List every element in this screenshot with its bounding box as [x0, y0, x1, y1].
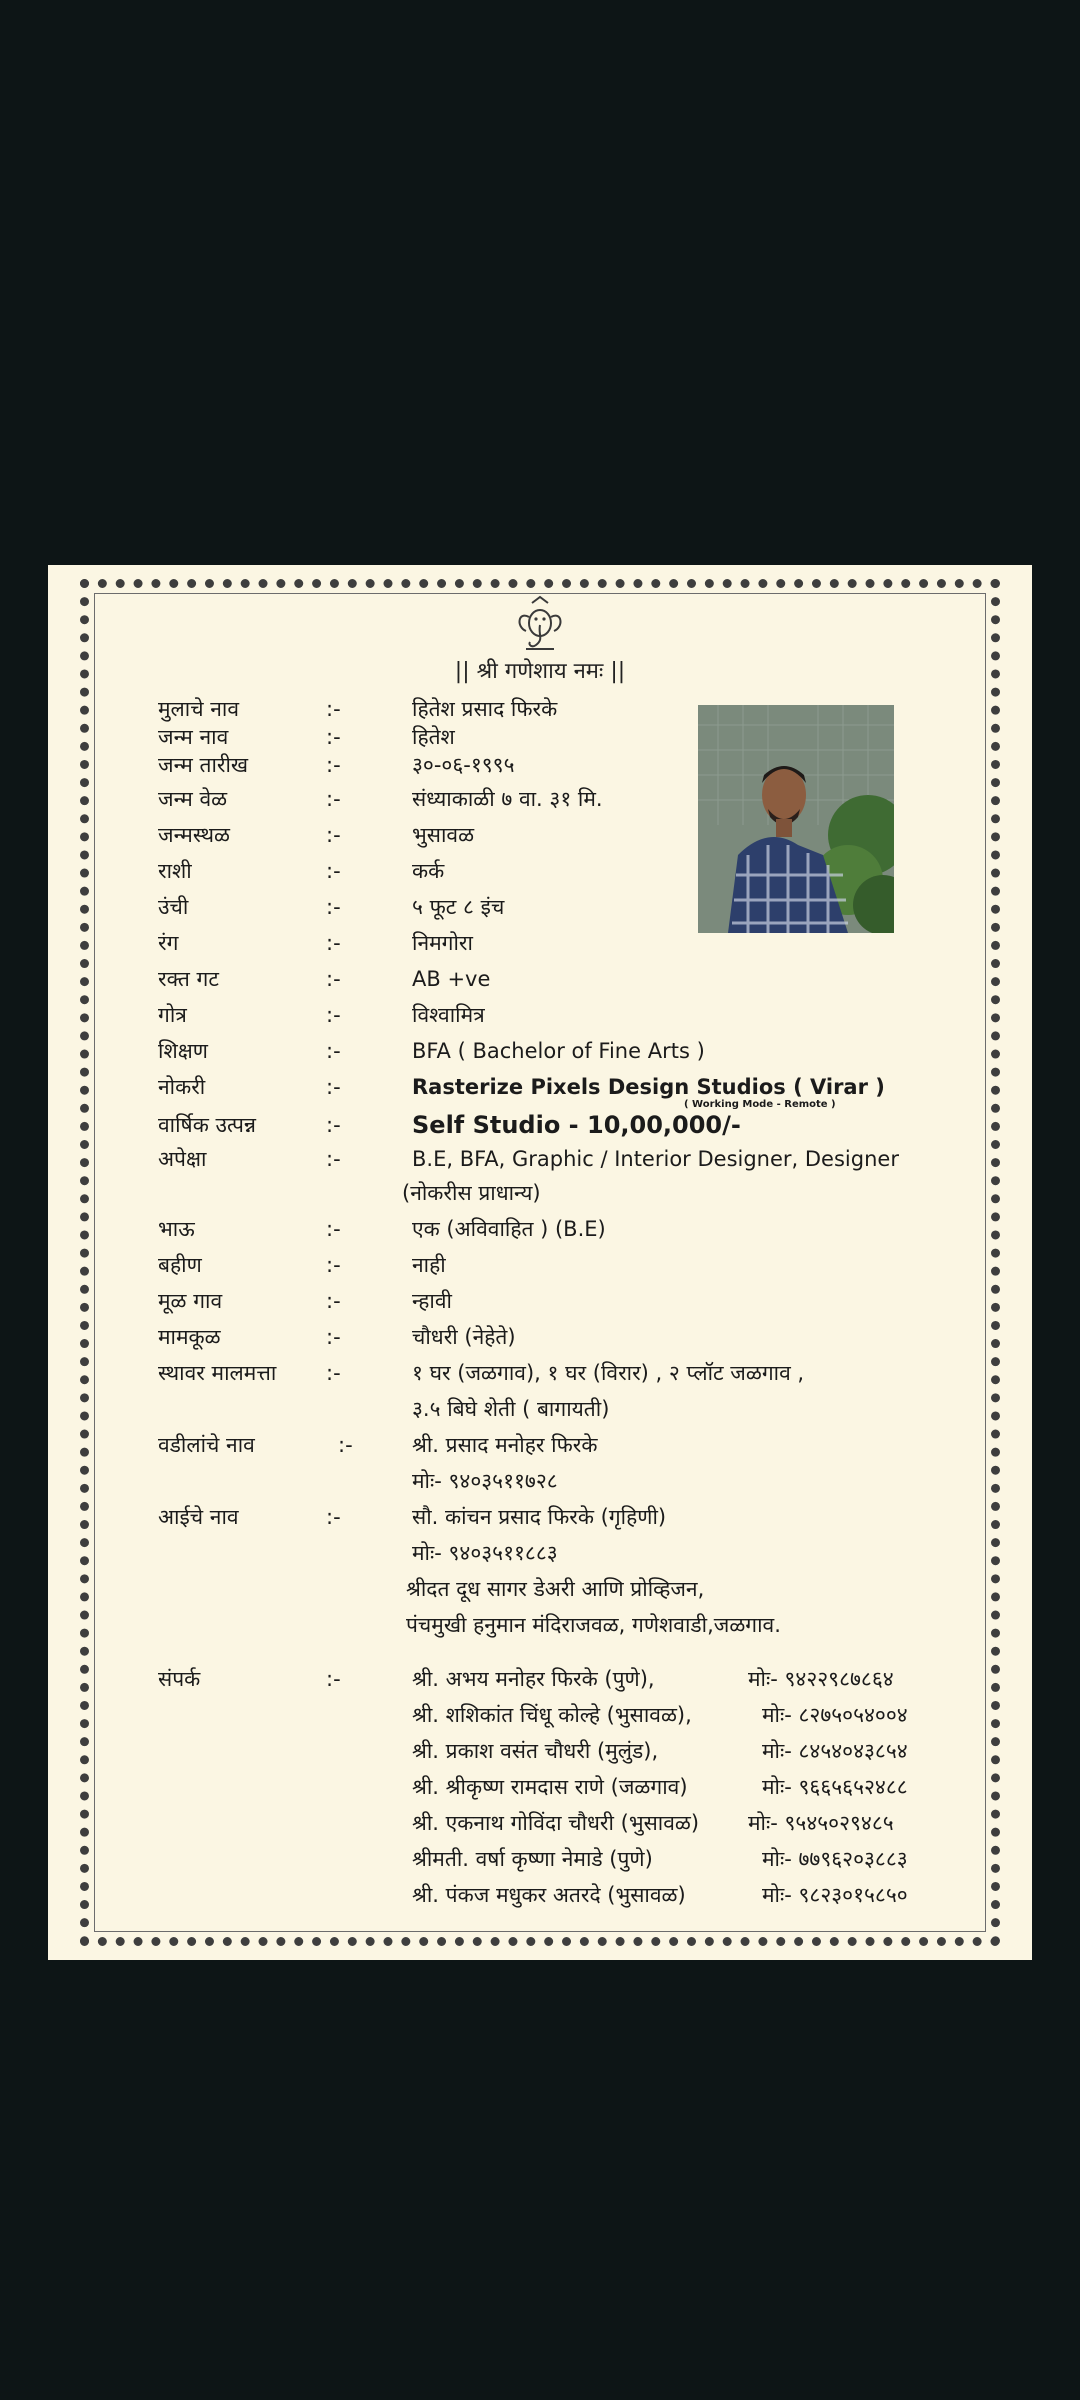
business-line-2: पंचमुखी हनुमान मंदिराजवळ, गणेशवाडी,जळगाव.	[406, 1613, 781, 1637]
field-separator: :-	[326, 895, 341, 919]
field-value: कर्क	[412, 859, 445, 883]
field-separator: :-	[326, 967, 341, 991]
field-separator: :-	[326, 1361, 341, 1385]
contact-mobile: मोः- ७७९६२०३८८३	[762, 1847, 908, 1871]
work-mode-note: ( Working Mode - Remote )	[684, 1099, 836, 1110]
field-value: BFA ( Bachelor of Fine Arts )	[412, 1039, 705, 1063]
field-label: बहीण	[158, 1253, 202, 1277]
contact-mobile: मोः- ९५४५०२९४८५	[748, 1811, 894, 1835]
profile-photo	[698, 705, 894, 933]
contact-mobile: मोः- ९८२३०१५८५०	[762, 1883, 908, 1907]
contact-name: श्रीमती. वर्षा कृष्णा नेमाडे (पुणे)	[412, 1847, 653, 1871]
field-label: गोत्र	[158, 1003, 187, 1027]
field-value: B.E, BFA, Graphic / Interior Designer, Designer	[412, 1147, 899, 1171]
field-separator: :-	[326, 1325, 341, 1349]
field-label: जन्म तारीख	[158, 753, 249, 777]
field-separator: :-	[326, 1667, 341, 1691]
field-label: जन्मस्थळ	[158, 823, 230, 847]
field-separator: :-	[326, 1253, 341, 1277]
field-value: श्री. प्रसाद मनोहर फिरके	[412, 1433, 598, 1457]
field-label: उंची	[158, 895, 189, 919]
contact-name: श्री. प्रकाश वसंत चौधरी (मुलुंड),	[412, 1739, 659, 1763]
field-value: भुसावळ	[412, 823, 475, 847]
field-separator: :-	[326, 1147, 341, 1171]
mother-mobile: मोः- ९४०३५११८८३	[412, 1541, 558, 1565]
field-value: निमगोरा	[412, 931, 473, 955]
contact-name: श्री. श्रीकृष्ण रामदास राणे (जळगाव)	[412, 1775, 688, 1799]
field-separator: :-	[326, 931, 341, 955]
contact-name: श्री. एकनाथ गोविंदा चौधरी (भुसावळ)	[412, 1811, 700, 1835]
field-value: एक (अविवाहित ) (B.E)	[412, 1217, 606, 1241]
field-label: जन्म नाव	[158, 725, 229, 749]
field-expectation-note: (नोकरीस प्राधान्य)	[402, 1181, 541, 1205]
field-separator: :-	[326, 823, 341, 847]
field-separator: :-	[326, 1003, 341, 1027]
field-value: AB +ve	[412, 967, 491, 991]
field-value: विश्वामित्र	[412, 1003, 485, 1027]
field-separator: :-	[326, 859, 341, 883]
field-label: मामकूळ	[158, 1325, 221, 1349]
field-separator: :-	[326, 753, 341, 777]
field-value: चौधरी (नेहेते)	[412, 1325, 516, 1349]
ganesha-icon	[514, 595, 566, 653]
field-separator: :-	[326, 1113, 341, 1137]
field-value: १ घर (जळगाव), १ घर (विरार) , २ प्लॉट जळगाव ,	[412, 1361, 805, 1385]
field-value: हितेश प्रसाद फिरके	[412, 697, 558, 721]
field-separator: :-	[326, 1217, 341, 1241]
field-value: Rasterize Pixels Design Studios ( Virar )	[412, 1075, 885, 1099]
field-label: राशी	[158, 859, 192, 883]
business-line-1: श्रीदत दूध सागर डेअरी आणि प्रोव्हिजन,	[406, 1577, 705, 1601]
field-property-line2: ३.५ बिघे शेती ( बागायती)	[412, 1397, 610, 1421]
field-label: स्थावर मालमत्ता	[158, 1361, 277, 1385]
field-value: सौ. कांचन प्रसाद फिरके (गृहिणी)	[412, 1505, 667, 1529]
contact-mobile: मोः- ८४५४०४३८५४	[762, 1739, 908, 1763]
field-separator: :-	[326, 725, 341, 749]
field-separator: :-	[338, 1433, 353, 1457]
contact-mobile: मोः- ८२७५०५४००४	[762, 1703, 908, 1727]
field-separator: :-	[326, 697, 341, 721]
field-label: जन्म वेळ	[158, 787, 228, 811]
father-mobile: मोः- ९४०३५११७२८	[412, 1469, 558, 1493]
field-label: आईचे नाव	[158, 1505, 239, 1529]
field-separator: :-	[326, 1505, 341, 1529]
field-label: मुलाचे नाव	[158, 697, 240, 721]
field-separator: :-	[326, 1289, 341, 1313]
field-value: न्हावी	[412, 1289, 452, 1313]
field-value: Self Studio - 10,00,000/-	[412, 1111, 741, 1139]
contact-label: संपर्क	[158, 1667, 201, 1691]
biodata-card	[48, 565, 1032, 1960]
field-value: हितेश	[412, 725, 455, 749]
field-value: नाही	[412, 1253, 446, 1277]
contact-mobile: मोः- ९६६५६५२४८८	[762, 1775, 908, 1799]
field-separator: :-	[326, 1075, 341, 1099]
field-label: नोकरी	[158, 1075, 206, 1099]
field-label: भाऊ	[158, 1217, 195, 1241]
field-label: शिक्षण	[158, 1039, 208, 1063]
contact-name: श्री. शशिकांत चिंधू कोल्हे (भुसावळ),	[412, 1703, 692, 1727]
contact-name: श्री. अभय मनोहर फिरके (पुणे),	[412, 1667, 655, 1691]
field-label: वडीलांचे नाव	[158, 1433, 255, 1457]
contact-mobile: मोः- ९४२२९८७८६४	[748, 1667, 894, 1691]
field-value: ५ फूट ८ इंच	[412, 895, 505, 919]
field-label: अपेक्षा	[158, 1147, 207, 1171]
contact-name: श्री. पंकज मधुकर अतरदे (भुसावळ)	[412, 1883, 686, 1907]
field-value: संध्याकाळी ७ वा. ३१ मि.	[412, 787, 603, 811]
field-label: रंग	[158, 931, 179, 955]
field-label: मूळ गाव	[158, 1289, 223, 1313]
field-label: रक्त गट	[158, 967, 219, 991]
field-value: ३०-०६-१९९५	[412, 753, 515, 777]
field-label: वार्षिक उत्पन्न	[158, 1113, 256, 1137]
field-separator: :-	[326, 1039, 341, 1063]
blessing-heading: || श्री गणेशाय नमः ||	[454, 659, 626, 684]
field-separator: :-	[326, 787, 341, 811]
